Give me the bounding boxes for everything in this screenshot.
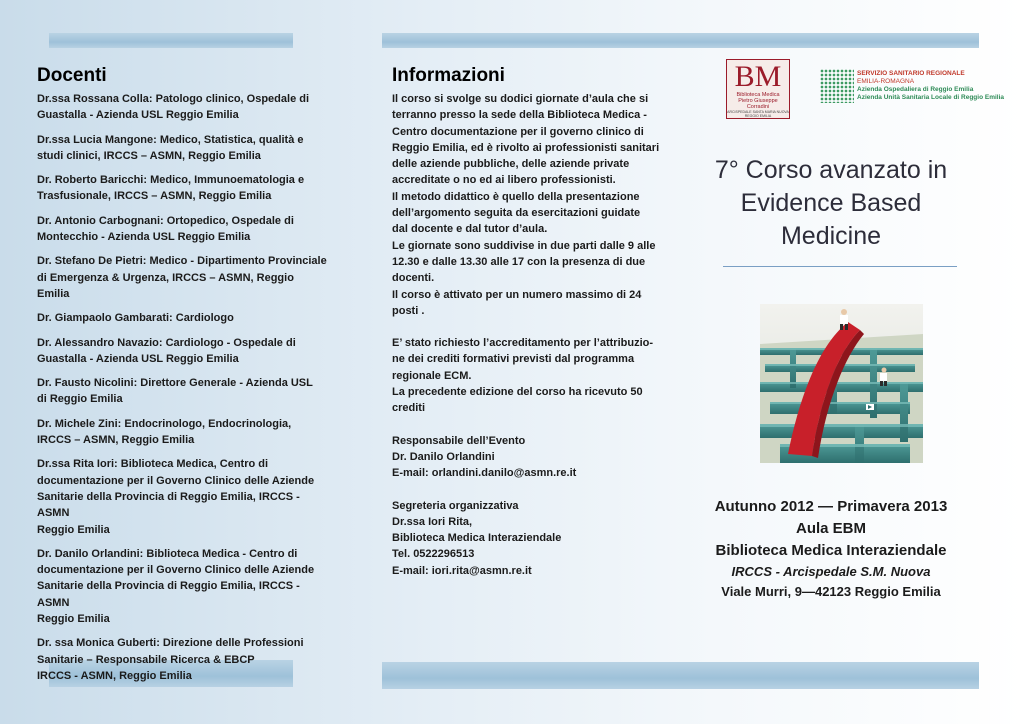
responsabile-line: Dr. Danilo Orlandini — [392, 450, 495, 463]
docenti-heading: Docenti — [37, 65, 107, 86]
responsabile-line: Responsabile dell’Evento — [392, 434, 526, 447]
biblioteca-medica-logo — [726, 59, 790, 119]
event-responsible — [392, 433, 662, 482]
organizing-secretariat — [392, 498, 662, 579]
top-left-bar — [49, 33, 293, 48]
event-hospital: IRCCS - Arcispedale S.M. Nuova — [731, 564, 931, 579]
event-address: Viale Murri, 9—42123 Reggio Emilia — [721, 584, 941, 599]
informazioni-heading: Informazioni — [392, 65, 505, 86]
para2-line: ne dei crediti formativi previsti dal programma — [392, 353, 635, 366]
docente-line: Dr. Stefano De Pietri: Medico - Dipartimento Provinciale — [37, 255, 327, 268]
event-period: Autunno 2012 — Primavera 2013 — [714, 498, 948, 515]
segreteria-line: Tel. 0522296513 — [392, 548, 475, 561]
docente-entry — [37, 546, 327, 627]
course-title-line2: Evidence Based — [740, 189, 922, 217]
course-description — [392, 91, 662, 319]
docente-line: Sanitarie della Provincia di Reggio Emilia, IRCCS - ASMN — [37, 490, 300, 520]
para1-line: accreditate o no ed ai libero professionisti. — [392, 174, 616, 187]
docente-line: Reggio Emilia — [37, 613, 110, 626]
para1-line: Il corso si svolge su dodici giornate d’aula che si — [392, 93, 649, 105]
para1-line: 12.30 e dalle 13.30 alle 17 con la presenza di due — [392, 255, 646, 268]
docente-line: Dr.ssa Rita Iori: Biblioteca Medica, Centro di — [37, 458, 269, 471]
event-room: Aula EBM — [795, 520, 866, 537]
docente-line: Reggio Emilia — [37, 523, 110, 536]
title-divider — [723, 266, 957, 267]
docente-line: Guastalla - Azienda USL Reggio Emilia — [37, 109, 239, 122]
docente-line: Sanitarie della Provincia di Reggio Emilia, IRCCS - ASMN — [37, 580, 300, 609]
para2-line: E’ stato richiesto l’accreditamento per l’attribuzio- — [392, 337, 654, 350]
docente-entry — [37, 416, 327, 449]
para1-line: Centro documentazione per il governo clinico di — [392, 125, 644, 138]
docente-line: studi clinici, IRCCS – ASMN, Reggio Emilia — [37, 149, 261, 162]
dot-grid-icon — [820, 69, 854, 103]
bm-logo-line1: Biblioteca Medica — [736, 92, 780, 98]
docente-entry — [37, 310, 327, 326]
accreditation-info — [392, 335, 662, 416]
docente-line: Dr.ssa Rossana Colla: Patologo clinico, Ospedale di — [37, 93, 310, 105]
docente-line: Sanitarie – Responsabile Ricerca & EBCP — [37, 653, 255, 666]
docente-line: Dr. ssa Monica Guberti: Direzione delle Professioni — [37, 637, 304, 650]
segreteria-line: Dr.ssa Iori Rita, — [392, 515, 473, 528]
docente-line: Dr.ssa Lucia Mangone: Medico, Statistica, qualità e — [37, 133, 304, 146]
para1-text — [392, 91, 662, 319]
docente-line: documentazione per il Governo Clinico delle Aziende — [37, 564, 315, 577]
docente-line: Dr. Roberto Baricchi: Medico, Immunoematologia e — [37, 174, 305, 187]
docente-line: di Reggio Emilia — [37, 393, 123, 406]
bm-logo-line4: REGGIO EMILIA — [744, 114, 772, 118]
docente-entry — [37, 375, 327, 408]
docente-entry — [37, 91, 327, 124]
segreteria-line: Biblioteca Medica Interaziendale — [392, 532, 562, 545]
course-title-line3: Medicine — [780, 222, 882, 250]
bm-logo-letters: BM — [734, 60, 782, 93]
para1-line: dal docente e dal tutor d’aula. — [392, 223, 548, 236]
docente-line: Dr. Fausto Nicolini: Direttore Generale - Azienda USL — [37, 377, 313, 390]
ssr-line1: SERVIZIO SANITARIO REGIONALE — [857, 70, 965, 77]
docente-line: IRCCS – ASMN, Reggio Emilia — [37, 434, 195, 447]
course-title-line1: 7° Corso avanzato in — [714, 156, 948, 184]
informazioni-column — [392, 66, 662, 579]
para1-line: posti . — [392, 304, 425, 317]
responsabile-text — [392, 433, 662, 482]
para1-line: Il corso è attivato per un numero massimo di 24 — [392, 288, 642, 301]
segreteria-line: E-mail: iori.rita@asmn.re.it — [392, 564, 532, 577]
docente-line: Guastalla - Azienda USL Reggio Emilia — [37, 352, 239, 365]
para1-line: delle aziende pubbliche, delle aziende private — [392, 158, 630, 171]
para2-line: regionale ECM. — [392, 369, 472, 382]
docenti-column — [37, 66, 327, 692]
para2-line: La precedente edizione del corso ha ricevuto 50 — [392, 386, 643, 399]
docente-line: Dr. Giampaolo Gambarati: Cardiologo — [37, 312, 234, 325]
docente-line: Montecchio - Azienda USL Reggio Emilia — [37, 231, 251, 244]
maze-bridge-illustration — [760, 304, 923, 463]
docente-line: di Emergenza & Urgenza, IRCCS – ASMN, Reggio Emilia — [37, 271, 294, 300]
docenti-list — [37, 91, 327, 684]
responsabile-line: E-mail: orlandini.danilo@asmn.re.it — [392, 467, 577, 480]
bm-logo-line3: ARCISPEDALE SANTA MARIA NUOVA — [727, 110, 789, 114]
event-library: Biblioteca Medica Interaziendale — [715, 542, 947, 559]
docente-line: Dr. Danilo Orlandini: Biblioteca Medica - Centro di — [37, 547, 298, 560]
docente-line: Trasfusionale, IRCCS – ASMN, Reggio Emilia — [37, 190, 272, 203]
event-details — [700, 496, 962, 602]
bottom-right-bar — [382, 662, 979, 689]
docente-entry — [37, 213, 327, 246]
bm-logo-line2: Pietro Giuseppe Corradini — [738, 98, 778, 110]
para1-line: Il metodo didattico è quello della presentazione — [392, 190, 640, 203]
para1-line: docenti. — [392, 272, 435, 285]
ssr-line3: Azienda Ospedaliera di Reggio Emilia — [857, 86, 974, 93]
servizio-sanitario-logo — [820, 67, 1005, 111]
docente-entry — [37, 456, 327, 537]
ssr-line2: EMILIA-ROMAGNA — [857, 78, 915, 85]
ssr-line4: Azienda Unità Sanitaria Locale di Reggio Emilia — [857, 94, 1005, 101]
docente-line: IRCCS - ASMN, Reggio Emilia — [37, 669, 192, 682]
para1-line: Reggio Emilia, ed è rivolto ai professionisti sanitari — [392, 141, 660, 154]
docente-line: documentazione per il Governo Clinico delle Aziende — [37, 474, 315, 487]
docente-line: Dr. Michele Zini: Endocrinologo, Endocrinologia, — [37, 417, 292, 430]
ssr-logo-text — [857, 70, 1004, 102]
docente-entry — [37, 132, 327, 165]
para2-text — [392, 335, 662, 416]
docente-line: Dr. Antonio Carbognani: Ortopedico, Ospedale di — [37, 214, 294, 227]
course-title — [700, 154, 962, 253]
para2-line: crediti — [392, 402, 426, 415]
segreteria-line: Segreteria organizzativa — [392, 499, 519, 512]
docente-entry — [37, 335, 327, 368]
docente-entry — [37, 635, 327, 684]
segreteria-text — [392, 498, 662, 579]
para1-line: Le giornate sono suddivise in due parti dalle 9 alle — [392, 239, 656, 252]
docente-line: Dr. Alessandro Navazio: Cardiologo - Ospedale di — [37, 336, 296, 349]
top-right-bar — [382, 33, 979, 48]
para1-line: dell’argomento seguita da esercitazioni guidate — [392, 207, 641, 220]
docente-entry — [37, 172, 327, 205]
docente-entry — [37, 253, 327, 302]
para1-line: terranno presso la sede della Biblioteca Medica - — [392, 109, 647, 122]
